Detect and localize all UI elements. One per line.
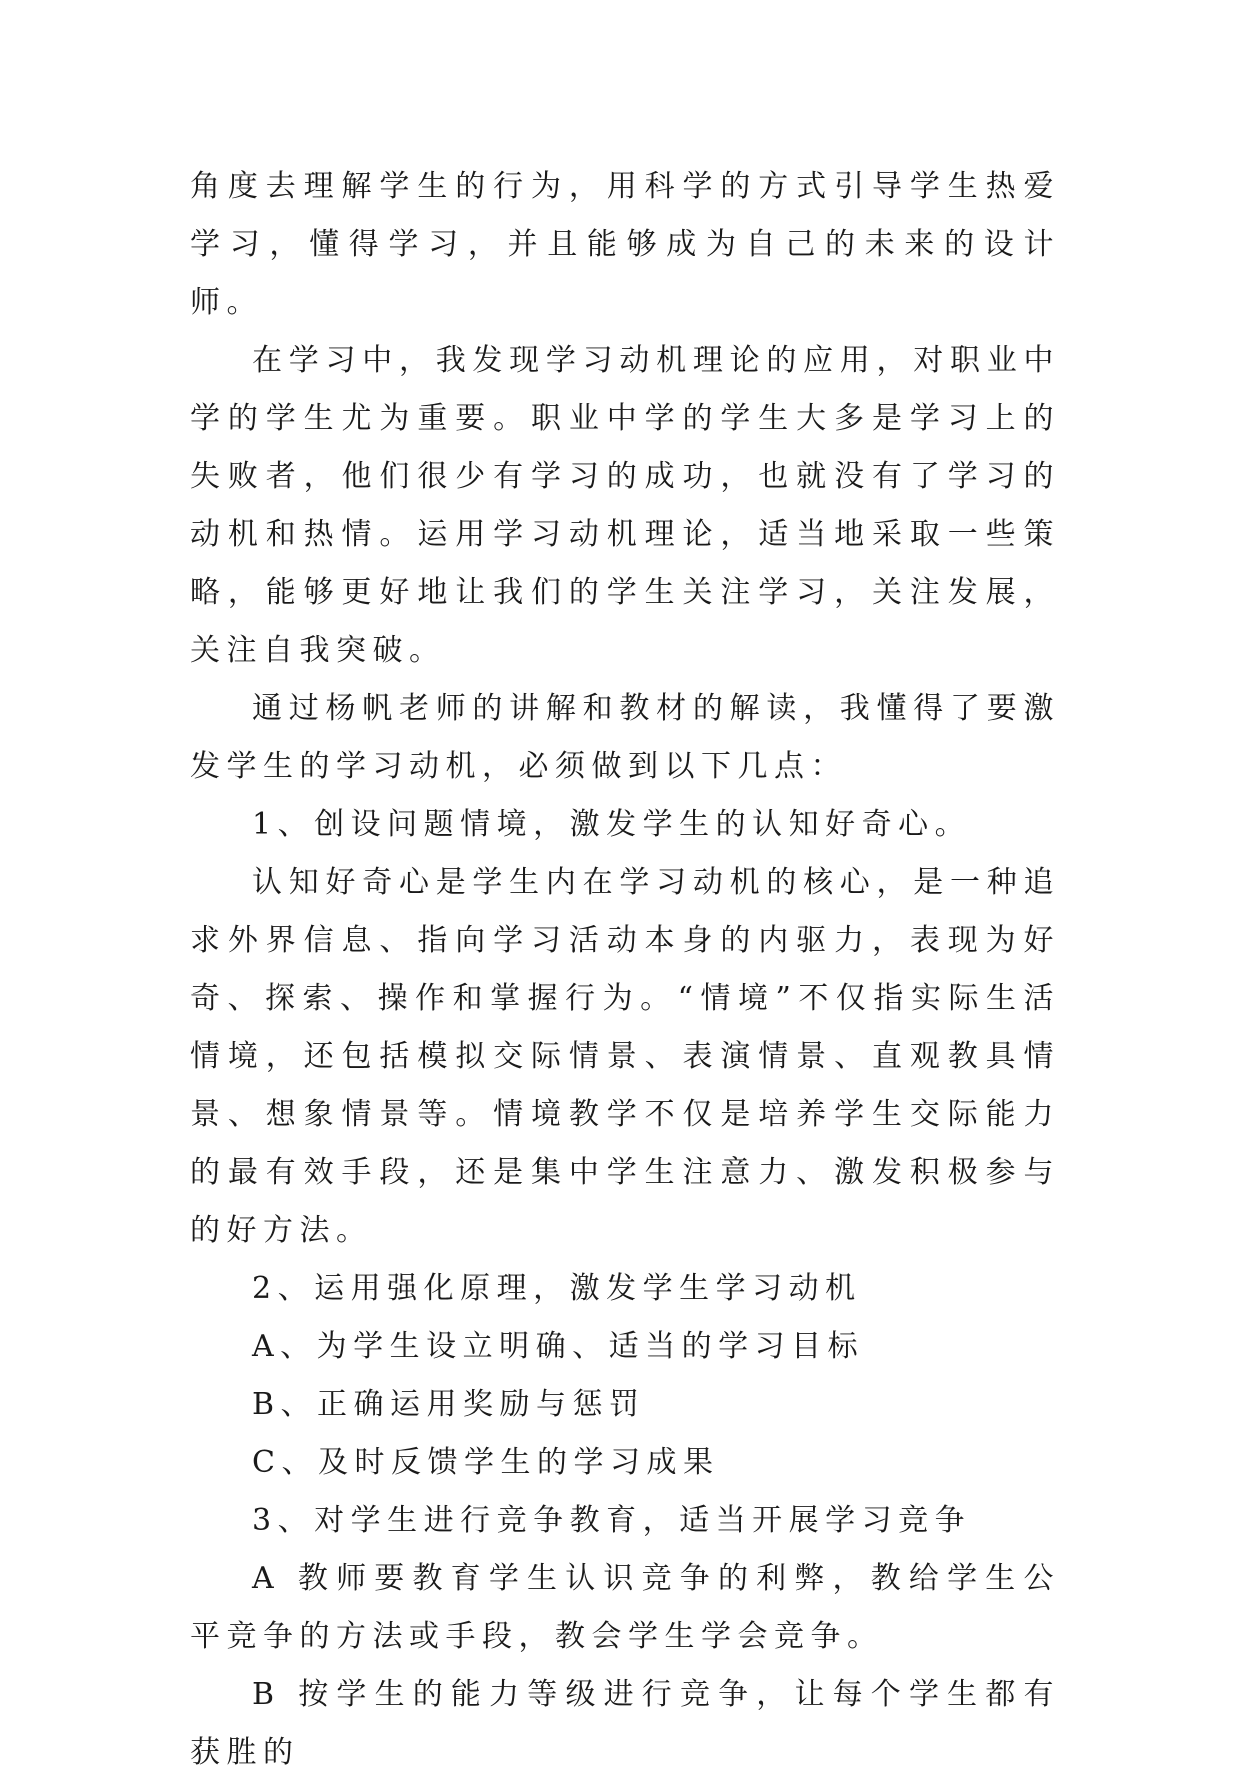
paragraph-curiosity: 认知好奇心是学生内在学习动机的核心，是一种追求外界信息、指向学习活动本身的内驱力，表现为好奇、探索、操作和掌握行为。“情境”不仅指实际生活情境，还包括模拟交际情景、表演情景、直观教具情景、想象情景等。情境教学不仅是培养学生交际能力的最有效手段，还是集中学生注意力、激发积极参与的好方法。 <box>190 865 1060 1248</box>
point-1-heading: 1、创设问题情境，激发学生的认知好奇心。 <box>252 807 972 842</box>
point-3-heading: 3、对学生进行竞争教育，适当开展学习竞争 <box>252 1503 972 1538</box>
paragraph-continuation: 角度去理解学生的行为，用科学的方式引导学生热爱学习，懂得学习，并且能够成为自己的未来的设计师。 <box>190 169 1060 320</box>
document-body <box>190 158 1060 1782</box>
point-2-item-b: B、正确运用奖励与惩罚 <box>252 1387 646 1422</box>
point-3-item-b: B 按学生的能力等级进行竞争，让每个学生都有获胜的 <box>190 1677 1060 1770</box>
paragraph-motivation-theory: 在学习中，我发现学习动机理论的应用，对职业中学的学生尤为重要。职业中学的学生大多是学习上的失败者，他们很少有学习的成功，也就没有了学习的动机和热情。运用学习动机理论，适当地采取一些策略，能够更好地让我们的学生关注学习，关注发展，关注自我突破。 <box>190 343 1060 668</box>
point-2-heading: 2、运用强化原理，激发学生学习动机 <box>252 1271 862 1306</box>
point-2-item-c: C、及时反馈学生的学习成果 <box>252 1445 720 1480</box>
point-2-item-a: A、为学生设立明确、适当的学习目标 <box>252 1329 865 1364</box>
paragraph-teacher-explanation: 通过杨帆老师的讲解和教材的解读，我懂得了要激发学生的学习动机，必须做到以下几点： <box>190 691 1060 784</box>
point-3-item-a: A 教师要教育学生认识竞争的利弊，教给学生公平竞争的方法或手段，教会学生学会竞争。 <box>190 1561 1060 1654</box>
